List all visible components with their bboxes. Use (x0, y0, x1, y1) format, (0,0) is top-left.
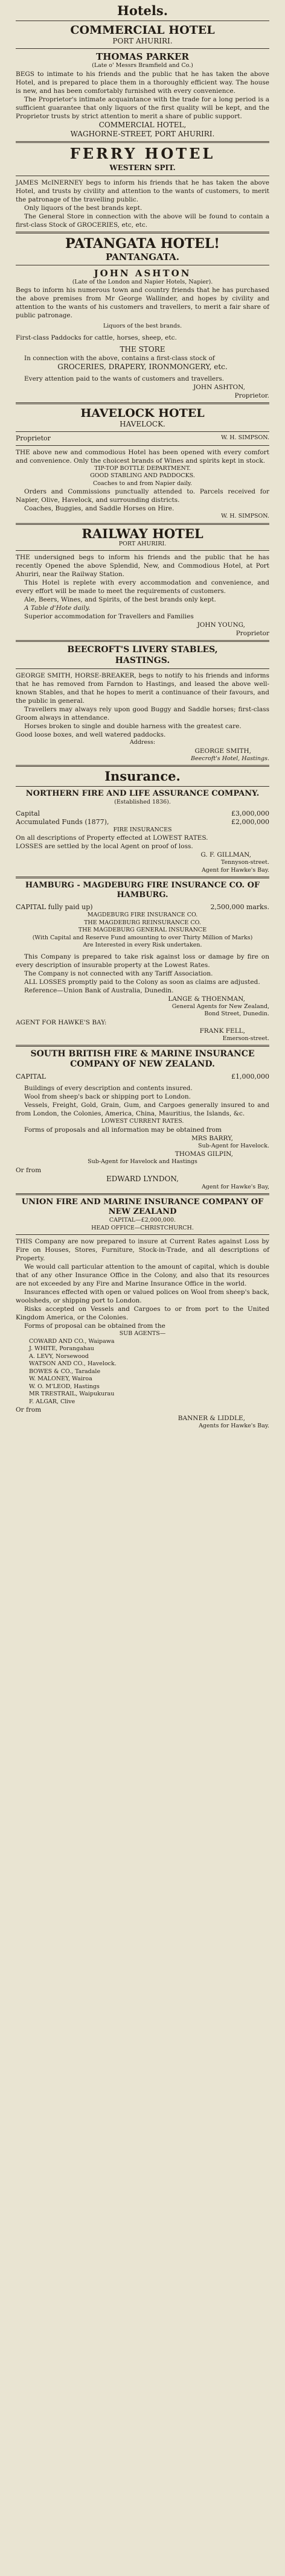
south-british-p2: Wool from sheep's back or shipping port to London. (24, 1093, 191, 1100)
divider (16, 765, 269, 767)
hamburg-agent-hb: AGENT FOR HAWKE'S BAY: (16, 1018, 107, 1026)
havelock-proprietor-label: Proprietor (16, 434, 51, 442)
commercial-hotel-proprietor: THOMAS PARKER (96, 51, 189, 62)
divider (16, 48, 269, 49)
patangata-sign: JOHN ASHTON, (193, 383, 245, 391)
hamburg-ref: Reference—Union Bank of Australia, Dunedin. (24, 986, 174, 994)
northern-ad (16, 789, 269, 874)
northern-fire-title: FIRE INSURANCES (113, 826, 172, 833)
divider (16, 232, 269, 233)
commercial-hotel-ad (16, 24, 269, 139)
commercial-hotel-location: PORT AHURIRI. (112, 37, 173, 45)
union-capital: CAPITAL—£2,000,000. (109, 1217, 176, 1223)
hamburg-p1: This Company is prepared to take risk against loss or damage by fire on every description of insurable property at the Lowest Rates. (16, 953, 269, 969)
beecroft-sign: GEORGE SMITH, (194, 747, 251, 755)
union-or-from: Or from (16, 1406, 42, 1413)
union-banner: BANNER & LIDDLE, (178, 1415, 245, 1422)
hamburg-capital-line: CAPITAL fully paid up) (16, 903, 93, 911)
south-british-lyndon: EDWARD LYNDON, (106, 1174, 179, 1183)
beecroft-location: HASTINGS. (115, 656, 170, 665)
patangata-role: Proprietor. (234, 392, 269, 399)
railway-p5: Superior accommodation for Travellers and Families (24, 613, 194, 620)
south-british-capital-row (16, 1073, 269, 1081)
havelock-p5: Orders and Commissions punctually attended to. Parcels received for Napier, Olive, Havelock, and surrounding districts. (16, 488, 269, 504)
railway-p4: A Table d'Hote daily. (24, 604, 91, 612)
railway-sign: JOHN YOUNG, (197, 621, 245, 629)
patangata-store-title: THE STORE (120, 344, 165, 354)
divider (16, 877, 269, 878)
patangata-hotel-late: (Late of the London and Napier Hotels, Napier). (72, 278, 213, 285)
divider (16, 1045, 269, 1047)
ferry-hotel-p1: JAMES McINERNEY begs to inform his friends that he has taken the above Hotel, and trusts by civility and attention to the wants of customers, to merit the patronage of the travelling public. (16, 179, 269, 203)
havelock-sign: W. H. SIMPSON. (221, 513, 269, 519)
havelock-p1: THE above new and commodious Hotel has been opened with every comfort and convenience. Only the choicest brands of Wines and spirits kept in stock. (16, 448, 269, 465)
section-title-insurance: Insurance. (104, 769, 181, 784)
south-british-ad (16, 1049, 269, 1191)
railway-p1: THE undersigned begs to inform his friends and the public that he has recently Opened the above Splendid, New, and Commodious Hotel, at Port Ahuriri, near the Railway Station. (16, 554, 269, 578)
divider (16, 640, 269, 642)
havelock-hotel-title: HAVELOCK HOTEL (80, 406, 205, 420)
ferry-hotel-p2: Only liquors of the best brands kept. (24, 204, 142, 212)
commercial-hotel-late: (Late o' Messrs Bramfield and Co.) (92, 62, 193, 69)
hamburg-interested: Are Interested in every Risk undertaken. (83, 942, 202, 948)
ferry-hotel-ad (16, 145, 269, 229)
divider (16, 445, 269, 446)
divider (16, 431, 269, 432)
northern-addr: Tennyson-street. (220, 859, 269, 866)
hamburg-magdeburg-p: (With Capital and Reserve Fund amounting to over Thirty Million of Marks) (32, 934, 253, 941)
divider (16, 786, 269, 787)
south-british-p1: Buildings of every description and contents insured. (24, 1085, 193, 1092)
list-item: A. LEVY, Norsewood (29, 1353, 89, 1360)
havelock-p6: Coaches, Buggies, and Saddle Horses on Hire. (24, 505, 175, 512)
list-item: WATSON AND CO., Havelock. (29, 1360, 117, 1367)
divider (16, 550, 269, 551)
list-item: COWARD AND CO., Waipawa (29, 1337, 115, 1345)
union-sub-agents-title: SUB AGENTS— (119, 1330, 166, 1337)
ferry-hotel-location: WESTERN SPIT. (109, 163, 176, 172)
patangata-hotel-p3: Every attention paid to the wants of customers and travellers. (24, 375, 224, 382)
south-british-agent-hb: Agent for Hawke's Bay, (201, 1183, 269, 1190)
beecroft-title: BEECROFT'S LIVERY STABLES, (67, 645, 218, 655)
hamburg-magdeburg2: THE MAGDEBURG REINSURANCE CO. (84, 919, 201, 926)
south-british-sub-agent2: Sub-Agent for Havelock and Hastings (88, 1158, 197, 1165)
commercial-hotel-title: COMMERCIAL HOTEL (70, 24, 215, 37)
ferry-hotel-p3: The General Store in connection with the above will be found to contain a first-class Stock of GROCERIES, etc, etc. (16, 212, 269, 229)
south-british-sub-agent: Sub-Agent for Havelock. (197, 1142, 269, 1149)
union-p4: Risks accepted on Vessels and Cargoes to or from port to the United Kingdom America, or the Colonies. (16, 1305, 269, 1321)
railway-hotel-location: PORT AHURIRI. (118, 540, 167, 547)
divider (16, 668, 269, 669)
hamburg-emerson: Emerson-street. (222, 1035, 269, 1042)
hamburg-frank: FRANK FELL, (199, 1027, 245, 1035)
railway-p2: This Hotel is replete with every accommodation and convenience, and every effort will be made to meet the requirements of customers. (16, 579, 269, 595)
south-british-title: SOUTH BRITISH FIRE & MARINE INSURANCE COMPANY OF NEW ZEALAND. (30, 1049, 255, 1069)
commercial-hotel-p2: The Proprietor's intimate acquaintance with the trade for a long period is a sufficient guarantee that only liquors of the first quality will be kept, and the Proprietor trusts by strict attention to merit a share of public support. (16, 95, 269, 120)
northern-funds-row (16, 818, 269, 826)
south-british-barry: MRS BARRY, (191, 1134, 233, 1142)
havelock-p4: Coaches to and from Napier daily. (92, 480, 193, 487)
hamburg-title: HAMBURG - MAGDEBURG FIRE INSURANCE CO. OF HAMBURG. (25, 881, 260, 899)
patangata-store-goods: GROCERIES, DRAPERY, IRONMONGERY, etc. (57, 362, 228, 371)
havelock-hotel-ad (16, 407, 269, 521)
union-p1: THIS Company are now prepared to insure at Current Rates against Loss by Fire on Houses, Stores, Furniture, Stock-in-Trade, and all descriptions of Property. (16, 1238, 269, 1262)
south-british-capital-value: £1,000,000 (231, 1073, 269, 1080)
beecroft-p1: GEORGE SMITH, HORSE-BREAKER, begs to notify to his friends and informs that he has removed from Farndon to Hastings, and leased the above well-known Stables, and that he hopes to merit a continuance of their favours, and the public in general. (16, 672, 269, 705)
beecroft-p3: Horses broken to single and double harness with the greatest care. (24, 723, 242, 730)
northern-capital-row (16, 810, 269, 818)
commercial-hotel-footer2: WAGHORNE-STREET, PORT AHURIRI. (70, 129, 215, 138)
patangata-hotel-proprietor: JOHN ASHTON (94, 267, 191, 279)
hamburg-bond: Bond Street, Dunedin. (204, 1010, 269, 1017)
union-title: UNION FIRE AND MARINE INSURANCE COMPANY OF NEW ZEALAND (21, 1198, 264, 1216)
list-item: J. WHITE, Porangahau (29, 1345, 94, 1352)
hamburg-ad (16, 881, 269, 1042)
divider (16, 141, 269, 143)
northern-established: (Established 1836). (114, 799, 171, 805)
hamburg-general-agents: General Agents for New Zealand, (171, 1003, 269, 1010)
patangata-hotel-p1: Begs to inform his numerous town and country friends that he has purchased the above premises from Mr George Wallinder, and hopes by civility and attention to the wants of his customers and travellers, to merit a fair share of public patronage. (16, 287, 269, 319)
northern-losses: LOSSES are settled by the local Agent on proof of loss. (16, 843, 193, 850)
patangata-store-p: In connection with the above, contains a first-class stock of (24, 354, 215, 362)
beecroft-addr: Beecroft's Hotel, Hastings. (191, 755, 269, 762)
union-sub-agents-list (16, 1338, 269, 1406)
list-item: W. MALONEY, Wairoa (29, 1375, 92, 1382)
beecroft-p4: Good loose boxes, and well watered paddocks. (16, 731, 166, 738)
havelock-hotel-location: HAVELOCK. (120, 419, 165, 428)
hamburg-capital-value: 2,500,000 marks. (210, 903, 269, 911)
union-p2: We would call particular attention to the amount of capital, which is double that of any other Insurance Office in the Colony, and also that its resources are not exceeded by any Fire and Marine Insurance Office in the world. (16, 1263, 269, 1287)
railway-p3: Ale, Beers, Wines, and Spirits, of the best brands only kept. (24, 596, 216, 603)
list-item: MR TRESTRAIL, Waipukurau (29, 1391, 115, 1397)
south-british-p3: Vessels, Freight, Gold, Grain, Gum, and Cargoes generally insured to and from London, the Colonies, America, China, Mauritius, the Islands, &c. (16, 1102, 269, 1117)
railway-hotel-title: RAILWAY HOTEL (82, 525, 203, 541)
union-p5: Forms of proposal can be obtained from the (24, 1322, 165, 1330)
union-ad (16, 1198, 269, 1430)
list-item: F. ALGAR, Clive (29, 1398, 75, 1405)
havelock-proprietor-name: W. H. SIMPSON. (221, 434, 269, 441)
northern-fire-p: On all descriptions of Property effected at LOWEST RATES. (16, 834, 208, 842)
divider (16, 523, 269, 525)
patangata-hotel-location: PANTANGATA. (105, 251, 180, 262)
hamburg-capital-row (16, 903, 269, 912)
divider (16, 1193, 269, 1195)
havelock-proprietor-row (16, 434, 269, 443)
union-agents: Agents for Hawke's Bay. (199, 1423, 269, 1429)
northern-sign: G. F. GILLMAN, (200, 851, 251, 858)
south-british-or-from: Or from (16, 1166, 42, 1174)
hamburg-lange: LANGE & THOENMAN, (168, 995, 245, 1003)
northern-funds-value: £2,000,000 (231, 817, 269, 826)
northern-capital-value: £3,000,000 (231, 809, 269, 817)
hamburg-magdeburg1: MAGDEBURG FIRE INSURANCE CO. (87, 912, 198, 918)
list-item: BOWES & CO., Taradale (29, 1368, 101, 1375)
northern-capital-label: Capital (16, 809, 40, 817)
northern-title: NORTHERN FIRE AND LIFE ASSURANCE COMPANY. (25, 789, 260, 798)
union-office: HEAD OFFICE—CHRISTCHURCH. (91, 1224, 194, 1231)
havelock-p2: TIP-TOP BOTTLE DEPARTMENT. (94, 465, 191, 472)
patangata-hotel-p2: First-class Paddocks for cattle, horses, sheep, etc. (16, 334, 177, 341)
commercial-hotel-p1: BEGS to intimate to his friends and the public that he has taken the above Hotel, and is prepared to place them in a thoroughly efficient way. The house is new, and has been comfortably furnished with every convenience. (16, 70, 269, 95)
patangata-hotel-title: PATANGATA HOTEL! (65, 235, 220, 252)
northern-funds-label: Accumulated Funds (1877), (16, 817, 109, 826)
northern-agent: Agent for Hawke's Bay. (201, 866, 269, 874)
commercial-hotel-footer1: COMMERCIAL HOTEL, (98, 120, 187, 129)
south-british-rates: LOWEST CURRENT RATES. (101, 1118, 184, 1125)
hamburg-p3: ALL LOSSES promptly paid to the Colony as soon as claims are adjusted. (24, 978, 260, 986)
hamburg-p2: The Company is not connected with any Tariff Association. (24, 969, 213, 977)
beecroft-ad (16, 644, 269, 763)
railway-hotel-ad (16, 527, 269, 638)
list-item: W. O. M'LEOD, Hastings (29, 1383, 100, 1390)
union-p3: Insurances effected with open or valued polices on Wool from sheep's back, woolsheds, or shipping port to London. (16, 1289, 269, 1304)
hamburg-magdeburg3: THE MAGDEBURG GENERAL INSURANCE (78, 927, 207, 933)
patangata-hotel-ad (16, 236, 269, 400)
south-british-p4: Forms of proposals and all information may be obtained from (24, 1126, 222, 1134)
havelock-p3: GOOD STABLING AND PADDOCKS. (90, 472, 195, 479)
divider (16, 1234, 269, 1235)
patangata-hotel-liquors: Liquors of the best brands. (103, 323, 182, 329)
south-british-gilpin: THOMAS GILPIN, (175, 1150, 233, 1158)
divider (16, 402, 269, 404)
railway-role: Proprietor (235, 630, 269, 637)
section-title-hotels: Hotels. (117, 3, 168, 18)
beecroft-address-label: Address: (129, 739, 156, 746)
ferry-hotel-title: FERRY HOTEL (69, 144, 216, 162)
beecroft-p2: Travellers may always rely upon good Buggy and Saddle horses; first-class Groom always in attendance. (16, 706, 269, 722)
south-british-capital-label: CAPITAL (16, 1073, 46, 1080)
